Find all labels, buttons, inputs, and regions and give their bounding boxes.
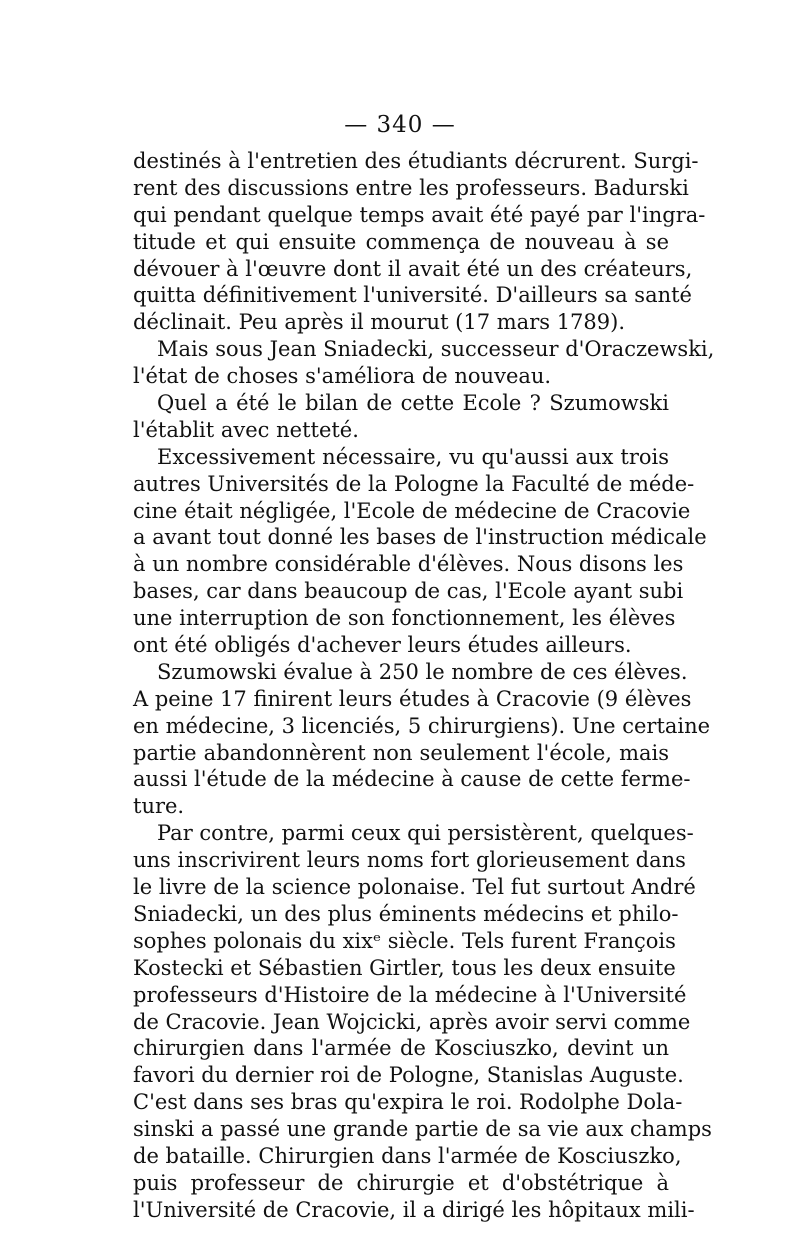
- text-line: Kostecki et Sébastien Girtler, tous les deux ensuite: [133, 955, 676, 980]
- page-number: — 340 —: [344, 112, 456, 138]
- text-line: qui pendant quelque temps avait été payé par l'ingra-: [133, 202, 706, 227]
- text-line: Szumowski évalue à 250 le nombre de ces élèves.: [157, 659, 688, 684]
- text-line: chirurgien dans l'armée de Kosciuszko, devint un: [133, 1036, 669, 1061]
- text-line: l'Université de Cracovie, il a dirigé les hôpitaux mili-: [133, 1197, 695, 1222]
- text-line: partie abandonnèrent non seulement l'école, mais: [133, 740, 669, 765]
- text-line: ture.: [133, 794, 185, 819]
- text-line: en médecine, 3 licenciés, 5 chirurgiens). Une certaine: [133, 713, 711, 738]
- text-line: à un nombre considérable d'élèves. Nous disons les: [133, 552, 684, 577]
- text-line: déclinait. Peu après il mourut (17 mars 1789).: [133, 310, 626, 335]
- text-line: Quel a été le bilan de cette Ecole ? Szumowski: [157, 391, 669, 416]
- text-line: sinski a passé une grande partie de sa vie aux champs: [133, 1117, 712, 1142]
- text-line: C'est dans ses bras qu'expira le roi. Rodolphe Dola-: [133, 1090, 683, 1115]
- text-line: de bataille. Chirurgien dans l'armée de Kosciuszko,: [133, 1143, 682, 1168]
- text-line: ont été obligés d'achever leurs études ailleurs.: [133, 633, 632, 658]
- body-text: [133, 148, 715, 1224]
- text-line: Mais sous Jean Sniadecki, successeur d'Oraczewski,: [157, 337, 715, 362]
- text-line: de Cracovie. Jean Wojcicki, après avoir servi comme: [133, 1009, 691, 1034]
- text-line: professeurs d'Histoire de la médecine à l'Université: [133, 982, 687, 1007]
- text-line: l'établit avec netteté.: [133, 417, 359, 442]
- text-line: autres Universités de la Pologne la Faculté de méde-: [133, 471, 695, 496]
- text-line: sophes polonais du xixᵉ siècle. Tels furent François: [133, 928, 676, 953]
- text-line: quitta définitivement l'université. D'ailleurs sa santé: [133, 283, 692, 308]
- text-line: a avant tout donné les bases de l'instruction médicale: [133, 525, 707, 550]
- text-line: cine était négligée, l'Ecole de médecine de Cracovie: [133, 498, 691, 523]
- text-line: Sniadecki, un des plus éminents médecins et philo-: [133, 901, 679, 926]
- text-line: favori du dernier roi de Pologne, Stanislas Auguste.: [133, 1063, 684, 1088]
- text-line: destinés à l'entretien des étudiants décrurent. Surgi-: [133, 149, 699, 173]
- text-line: le livre de la science polonaise. Tel fut surtout André: [133, 875, 696, 900]
- text-line: dévouer à l'œuvre dont il avait été un des créateurs,: [133, 256, 693, 281]
- text-line: titude et qui ensuite commença de nouveau à se: [133, 229, 669, 254]
- text-line: uns inscrivirent leurs noms fort glorieusement dans: [133, 848, 686, 873]
- text-line: une interruption de son fonctionnement, les élèves: [133, 606, 676, 631]
- text-line: l'état de choses s'améliora de nouveau.: [133, 364, 552, 389]
- text-line: bases, car dans beaucoup de cas, l'Ecole ayant subi: [133, 579, 684, 604]
- text-line: puis professeur de chirurgie et d'obstétrique à: [133, 1170, 669, 1195]
- text-line: Par contre, parmi ceux qui persistèrent, quelques-: [157, 821, 694, 846]
- text-line: rent des discussions entre les professeurs. Badurski: [133, 175, 689, 200]
- text-line: A peine 17 finirent leurs études à Cracovie (9 élèves: [133, 686, 692, 711]
- text-line: Excessivement nécessaire, vu qu'aussi aux trois: [157, 444, 669, 469]
- text-line: aussi l'étude de la médecine à cause de cette ferme-: [133, 767, 691, 792]
